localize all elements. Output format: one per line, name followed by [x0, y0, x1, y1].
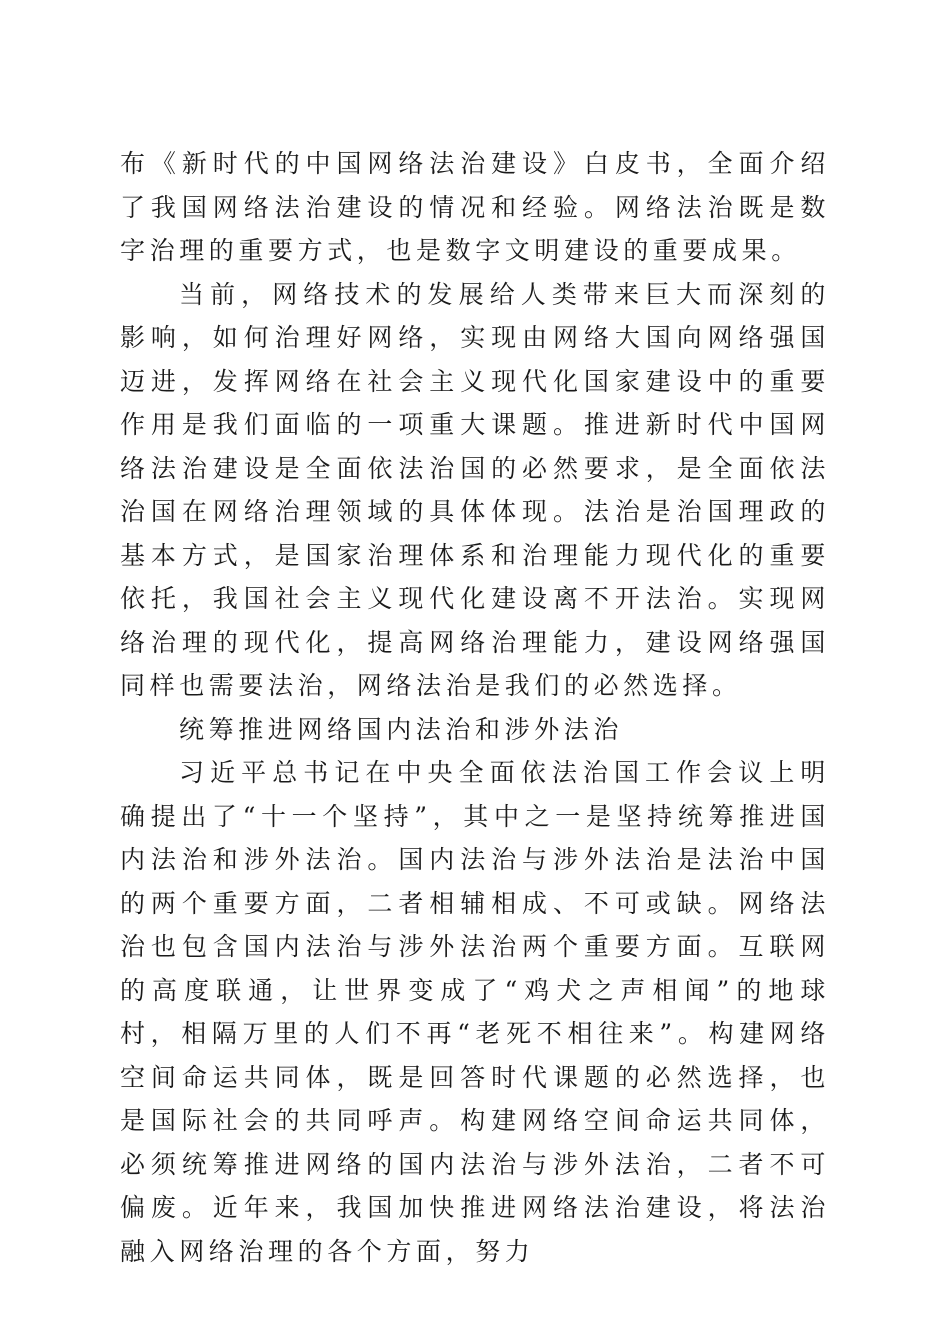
section-heading: 统筹推进网络国内法治和涉外法治	[179, 714, 624, 744]
document-body	[120, 142, 830, 1273]
paragraph-network-governance: 当前，网络技术的发展给人类带来巨大而深刻的影响，如何治理好网络，实现由网络大国向网络强国迈进，发挥网络在社会主义现代化国家建设中的重要作用是我们面临的一项重大课题。推进新时代中国网络法治建设是全面依法治国的必然要求，是全面依法治国在网络治理领域的具体体现。法治是治国理政的基本方式，是国家治理体系和治理能力现代化的重要依托，我国社会主义现代化建设离不开法治。实现网络治理的现代化，提高网络治理能力，建设网络强国同样也需要法治，网络法治是我们的必然选择。	[120, 279, 830, 700]
paragraph-domestic-foreign-law: 习近平总书记在中央全面依法治国工作会议上明确提出了“十一个坚持”，其中之一是坚持统筹推进国内法治和涉外法治。国内法治与涉外法治是法治中国的两个重要方面，二者相辅相成、不可或缺。网络法治也包含国内法治与涉外法治两个重要方面。互联网的高度联通，让世界变成了“鸡犬之声相闻”的地球村，相隔万里的人们不再“老死不相往来”。构建网络空间命运共同体，既是回答时代课题的必然选择，也是国际社会的共同呼声。构建网络空间命运共同体，必须统筹推进网络的国内法治与涉外法治，二者不可偏废。近年来，我国加快推进网络法治建设，将法治融入网络治理的各个方面，努力	[120, 758, 830, 1266]
paragraph-continuation: 布《新时代的中国网络法治建设》白皮书，全面介绍了我国网络法治建设的情况和经验。网络法治既是数字治理的重要方式，也是数字文明建设的重要成果。	[120, 149, 830, 265]
